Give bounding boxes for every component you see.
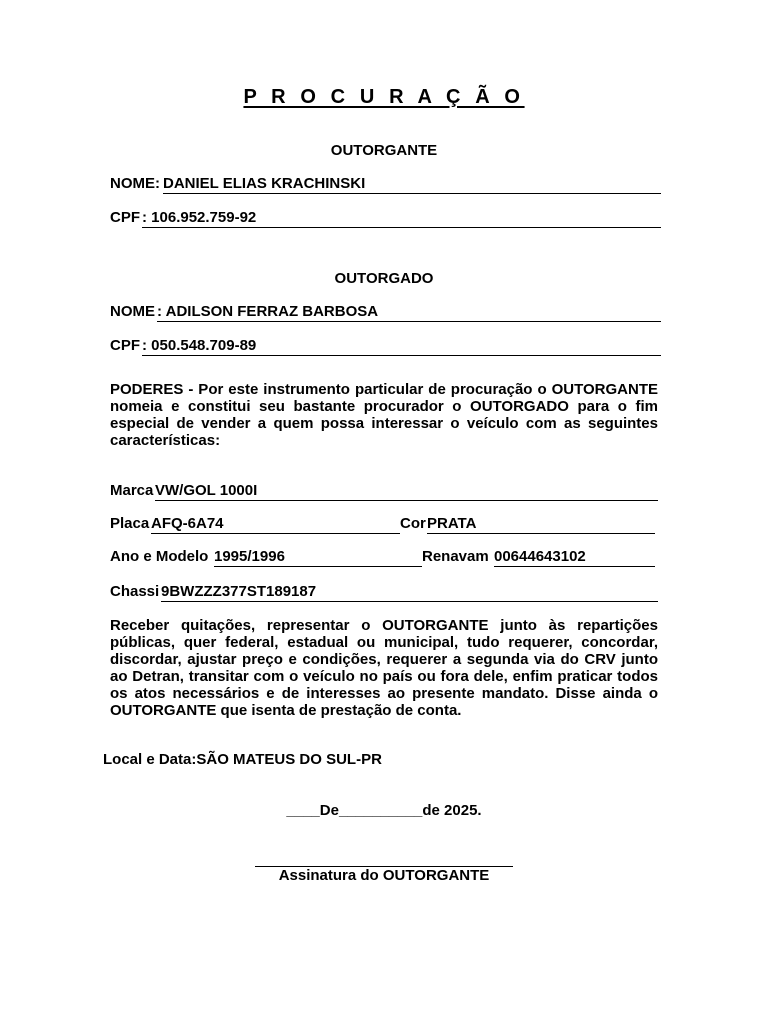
outorgado-nome-row bbox=[110, 303, 661, 323]
local-data: Local e Data:SÃO MATEUS DO SUL-PR bbox=[103, 751, 382, 768]
outorgante-cpf-row bbox=[110, 209, 661, 229]
outorgado-cpf-field bbox=[142, 337, 661, 356]
marca-label: Marca bbox=[110, 482, 154, 499]
renavam-label: Renavam bbox=[422, 548, 489, 565]
outorgante-nome-label: NOME: bbox=[110, 175, 160, 192]
chassi-label: Chassi bbox=[110, 583, 160, 600]
placa-value: AFQ-6A74 bbox=[151, 515, 224, 532]
chassi-field bbox=[161, 583, 658, 602]
marca-value: VW/GOL 1000I bbox=[155, 482, 258, 499]
document-title: P R O C U R A Ç Ã O bbox=[243, 86, 525, 108]
cor-label: Cor bbox=[400, 515, 426, 532]
outorgante-cpf-value: : 106.952.759-92 bbox=[142, 209, 257, 226]
outorgado-cpf-label: CPF bbox=[110, 337, 140, 354]
outorgante-nome-value: DANIEL ELIAS KRACHINSKI bbox=[163, 175, 366, 192]
date-line: ____De__________de 2025. bbox=[286, 802, 482, 819]
chassi-value: 9BWZZZ377ST189187 bbox=[161, 583, 317, 600]
chassi-row bbox=[110, 583, 658, 603]
outorgante-cpf-label: CPF bbox=[110, 209, 140, 226]
ano-modelo-label: Ano e Modelo bbox=[110, 548, 209, 565]
renavam-value: 00644643102 bbox=[494, 548, 586, 565]
poderes-paragraph: PODERES - Por este instrumento particular de procuração o OUTORGANTE nomeia e constitui seu bastante procurador o OUTORGADO para o fim especial de vender a quem possa interessar o veículo com as seguintes características: bbox=[110, 381, 658, 449]
outorgado-nome-field bbox=[157, 303, 661, 322]
ano-modelo-value: 1995/1996 bbox=[214, 548, 285, 565]
marca-row bbox=[110, 482, 658, 502]
signature-label: Assinatura do OUTORGANTE bbox=[278, 867, 490, 884]
receber-paragraph: Receber quitações, representar o OUTORGANTE junto às repartições públicas, quer federal, estadual ou municipal, tudo requerer, concordar, discordar, ajustar preço e condições, requerer a segunda via do CRV junto ao Detran, transitar com o veículo no país ou fora dele, enfim praticar todos os atos necessários e de interesses ao presente mandato. Disse ainda o OUTORGANTE que isenta de prestação de conta. bbox=[110, 617, 658, 719]
ano-renavam-row bbox=[110, 548, 655, 568]
outorgado-cpf-value: : 050.548.709-89 bbox=[142, 337, 257, 354]
outorgante-nome-field bbox=[163, 175, 661, 194]
outorgante-cpf-field bbox=[142, 209, 661, 228]
outorgado-nome-label: NOME bbox=[110, 303, 155, 320]
outorgante-nome-row bbox=[110, 175, 661, 195]
outorgado-cpf-row bbox=[110, 337, 661, 357]
outorgado-nome-value: : ADILSON FERRAZ BARBOSA bbox=[157, 303, 379, 320]
cor-field bbox=[427, 515, 655, 534]
cor-value: PRATA bbox=[427, 515, 477, 532]
ano-modelo-field bbox=[214, 548, 422, 567]
outorgado-heading: OUTORGADO bbox=[334, 270, 434, 287]
placa-cor-row bbox=[110, 515, 655, 535]
placa-label: Placa bbox=[110, 515, 150, 532]
outorgante-heading: OUTORGANTE bbox=[330, 142, 438, 159]
renavam-field bbox=[494, 548, 655, 567]
placa-field bbox=[151, 515, 400, 534]
marca-field bbox=[155, 482, 658, 501]
